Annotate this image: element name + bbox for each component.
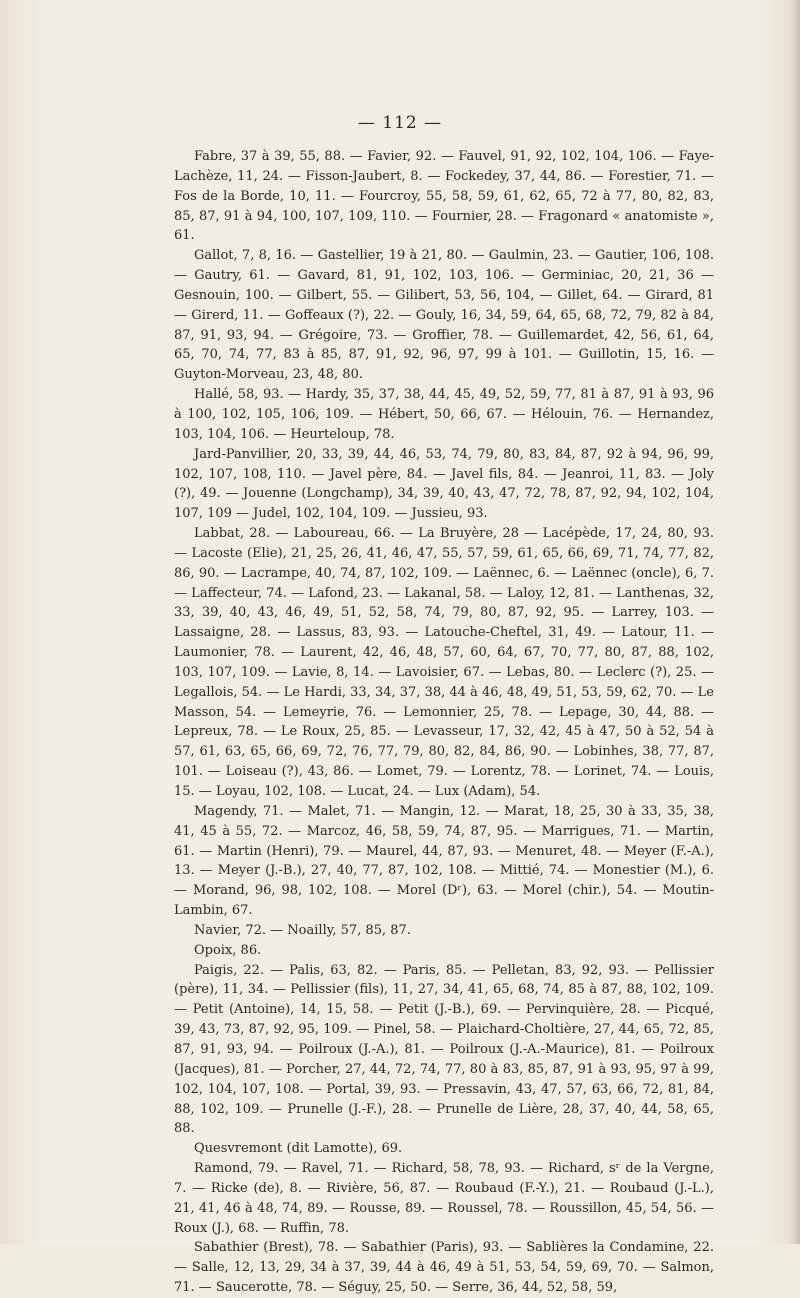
page-number: — 112 — (357, 113, 443, 133)
index-entry-f: Fabre, 37 à 39, 55, 88. — Favier, 92. — Fauvel, 91, 92, 102, 104, 106. — Faye-Lachèze, 11, 24. — Fisson-Jaubert, 8. — Fockedey, 37, 44, 86. — Forestier, 71. — Fos de la Borde, 10, 11. — Fourcroy, 55, 58, 59, 61, 62, 65, 72 à 77, 80, 82, 83, 85, 87, 91 à 94, 100, 107, 109, 110. — Fournier, 28. — Fragonard « anatomiste », 61. (174, 149, 714, 244)
index-entry-p: Paigis, 22. — Palis, 63, 82. — Paris, 85. — Pelletan, 83, 92, 93. — Pellissier (père), 11, 34. — Pellissier (fils), 11, 27, 34, 41, 65, 68, 74, 85 à 87, 88, 102, 109. — Petit (Antoine), 14, 15, 58. — Petit (J.-B.), 69. — Pervinquière, 28. — Picqué, 39, 43, 73, 87, 92, 95, 109. — Pinel, 58. — Plaichard-Choltière, 27, 44, 65, 72, 85, 87, 91, 93, 94. — Poilroux (J.-A.), 81. — Poilroux (J.-A.-Maurice), 81. — Poilroux (Jacques), 81. — Porcher, 27, 44, 72, 74, 77, 80 à 83, 85, 87, 91 à 93, 95, 97 à 99, 102, 104, 107, 108. — Portal, 39, 93. — Pressavin, 43, 47, 57, 63, 66, 72, 81, 84, 88, 102, 109. — Prunelle (J.-F.), 28. — Prunelle de Lière, 28, 37, 40, 44, 58, 65, 88. (174, 962, 714, 1137)
index-entry-l: Labbat, 28. — Laboureau, 66. — La Bruyère, 28 — Lacépède, 17, 24, 80, 93. — Lacoste (Elie), 21, 25, 26, 41, 46, 47, 55, 57, 59, 61, 65, 66, 69, 71, 74, 77, 82, 86, 90. — Lacrampe, 40, 74, 87, 102, 109. — Laënnec, 6. — Laënnec (oncle), 6, 7. — Laffecteur, 74. — Lafond, 23. — Lakanal, 58. — Laloy, 12, 81. — Lanthenas, 32, 33, 39, 40, 43, 46, 49, 51, 52, 58, 74, 79, 80, 87, 92, 95. — Larrey, 103. — Lassaigne, 28. — Lassus, 83, 93. — Latouche-Cheftel, 31, 49. — Latour, 11. — Laumonier, 78. — Laurent, 42, 46, 48, 57, 60, 64, 67, 70, 77, 80, 87, 88, 102, 103, 107, 109. — Lavie, 8, 14. — Lavoisier, 67. — Lebas, 80. — Leclerc (?), 25. — Legallois, 54. — Le Hardi, 33, 34, 37, 38, 44 à 46, 48, 49, 51, 53, 59, 62, 70. — Le Masson, 54. — Lemeyrie, 76. — Lemonnier, 25, 78. — Lepage, 30, 44, 88. — Lepreux, 78. — Le Roux, 25, 85. — Levasseur, 17, 32, 42, 45 à 47, 50 à 52, 54 à 57, 61, 63, 65, 66, 69, 72, 76, 77, 79, 80, 82, 84, 86, 90. — Lobinhes, 38, 77, 87, 101. — Loiseau (?), 43, 86. — Lomet, 79. — Lorentz, 78. — Lorinet, 74. — Louis, 15. — Loyau, 102, 108. — Lucat, 24. — Lux (Adam), 54. (174, 526, 714, 799)
index-entry-h: Hallé, 58, 93. — Hardy, 35, 37, 38, 44, 45, 49, 52, 59, 77, 81 à 87, 91 à 93, 96 à 100, 102, 105, 106, 109. — Hébert, 50, 66, 67. — Hélouin, 76. — Hernandez, 103, 104, 106. — Heurteloup, 78. (174, 387, 714, 442)
index-entry-m: Magendy, 71. — Malet, 71. — Mangin, 12. — Marat, 18, 25, 30 à 33, 35, 38, 41, 45 à 55, 72. — Marcoz, 46, 58, 59, 74, 87, 95. — Marrigues, 71. — Martin, 61. — Martin (Henri), 79. — Maurel, 44, 87, 93. — Menuret, 48. — Meyer (F.-A.), 13. — Meyer (J.-B.), 27, 40, 77, 87, 102, 108. — Mittié, 74. — Monestier (M.), 6. — Morand, 96, 98, 102, 108. — Morel (Dʳ), 63. — Morel (chir.), 54. — Moutin-Lambin, 67. (174, 803, 714, 919)
index-entry-j: Jard-Panvillier, 20, 33, 39, 44, 46, 53, 74, 79, 80, 83, 84, 87, 92 à 94, 96, 99, 102, 107, 108, 110. — Javel père, 84. — Javel fils, 84. — Jeanroi, 11, 83. — Joly (?), 49. — Jouenne (Longchamp), 34, 39, 40, 43, 47, 72, 78, 87, 92, 94, 102, 104, 107, 109 — Judel, 102, 104, 109. — Jussieu, 93. (174, 446, 714, 522)
index-entry-g: Gallot, 7, 8, 16. — Gastellier, 19 à 21, 80. — Gaulmin, 23. — Gautier, 106, 108. — Gautry, 61. — Gavard, 81, 91, 102, 103, 106. — Germiniac, 20, 21, 36 — Gesnouin, 100. — Gilbert, 55. — Gilibert, 53, 56, 104, — Gillet, 64. — Girard, 81 — Girerd, 11. — Goffeaux (?), 22. — Gouly, 16, 34, 59, 64, 65, 68, 72, 79, 82 à 84, 87, 91, 93, 94. — Grégoire, 73. — Groffier, 78. — Guillemardet, 42, 56, 61, 64, 65, 70, 74, 77, 83 à 85, 87, 91, 92, 96, 97, 99 à 101. — Guillotin, 15, 16. — Guyton-Morveau, 23, 48, 80. (174, 248, 714, 383)
index-entry-q: Quesvremont (dit Lamotte), 69. (194, 1141, 403, 1157)
index-text (174, 147, 714, 1298)
index-entry-r: Ramond, 79. — Ravel, 71. — Richard, 58, 78, 93. — Richard, sʳ de la Vergne, 7. — Ricke (de), 8. — Rivière, 56, 87. — Roubaud (F.-Y.), 21. — Roubaud (J.-L.), 21, 41, 46 à 48, 74, 89. — Rousse, 89. — Roussel, 78. — Roussillon, 45, 54, 56. — Roux (J.), 68. — Ruffin, 78. (174, 1161, 714, 1236)
index-entry-s: Sabathier (Brest), 78. — Sabathier (Paris), 93. — Sablières la Condamine, 22. — Salle, 12, 13, 29, 34 à 37, 39, 44 à 46, 49 à 51, 53, 54, 59, 69, 70. — Salmon, 71. — Saucerotte, 78. — Séguy, 25, 50. — Serre, 36, 44, 52, 58, 59, (174, 1240, 714, 1296)
index-entry-n: Navier, 72. — Noailly, 57, 85, 87. (194, 922, 411, 938)
page-edge-shadow (790, 0, 800, 1244)
index-entry-o: Opoix, 86. (194, 942, 262, 958)
